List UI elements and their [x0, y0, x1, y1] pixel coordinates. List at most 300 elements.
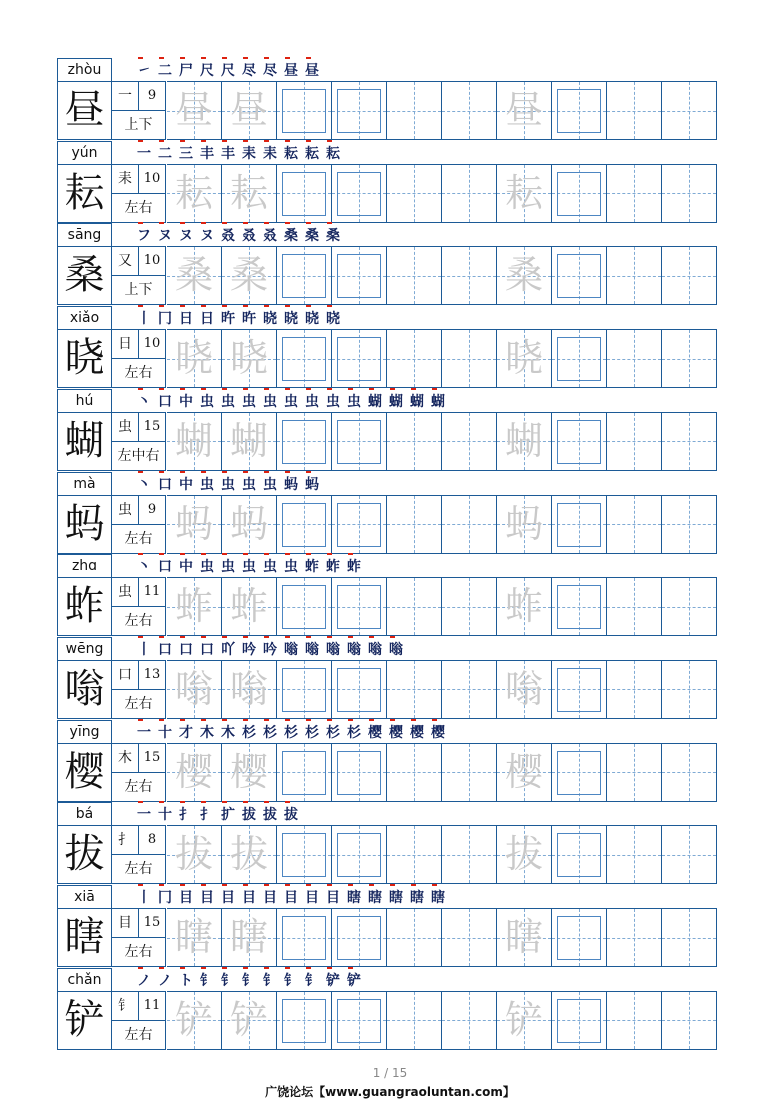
- practice-cell[interactable]: [332, 577, 387, 636]
- inner-box: [557, 585, 601, 629]
- inner-box: [282, 172, 326, 216]
- inner-box: [337, 916, 381, 960]
- practice-cell[interactable]: [387, 412, 442, 471]
- practice-cell[interactable]: [332, 908, 387, 967]
- practice-cell[interactable]: [497, 329, 552, 388]
- practice-cell[interactable]: [552, 495, 607, 554]
- practice-cell[interactable]: [222, 908, 277, 967]
- radical: 目: [112, 909, 139, 938]
- structure: 左右: [124, 530, 153, 547]
- practice-cell[interactable]: [332, 329, 387, 388]
- stroke-step: 吟: [242, 639, 258, 659]
- stroke-step: 嗡: [326, 639, 342, 659]
- radical: 钅: [112, 992, 139, 1021]
- stroke-step: 铲: [326, 970, 342, 990]
- inner-box: [557, 420, 601, 464]
- char-info: [112, 412, 166, 471]
- stroke-step: 目: [263, 887, 279, 907]
- trace-character: 晓: [504, 336, 543, 381]
- practice-cell[interactable]: [222, 412, 277, 471]
- stroke-step: 桑: [305, 225, 321, 245]
- practice-cell[interactable]: [167, 164, 222, 223]
- practice-cell[interactable]: [332, 412, 387, 471]
- practice-cell[interactable]: [222, 991, 277, 1050]
- trace-character: 蚱: [174, 584, 213, 629]
- char-info: [112, 991, 166, 1050]
- practice-cell[interactable]: [387, 329, 442, 388]
- inner-box: [557, 668, 601, 712]
- structure: 上下: [124, 282, 153, 299]
- stroke-step: 虫: [305, 391, 321, 411]
- inner-box: [557, 337, 601, 381]
- practice-cell[interactable]: [222, 329, 277, 388]
- practice-cell[interactable]: [552, 991, 607, 1050]
- practice-cell[interactable]: [167, 329, 222, 388]
- practice-cell[interactable]: [387, 991, 442, 1050]
- stroke-step: 昼: [284, 60, 300, 80]
- practice-cell[interactable]: [497, 495, 552, 554]
- practice-cell[interactable]: [607, 246, 662, 305]
- stroke-step: 耘: [326, 143, 342, 163]
- char-info: [112, 825, 166, 884]
- practice-cell[interactable]: [332, 246, 387, 305]
- practice-grid: [57, 991, 717, 1050]
- practice-cell[interactable]: [277, 412, 332, 471]
- trace-character: 铲: [174, 997, 213, 1042]
- practice-cell[interactable]: [607, 164, 662, 223]
- practice-cell[interactable]: [277, 577, 332, 636]
- char-info: [112, 81, 166, 140]
- practice-cell[interactable]: [332, 81, 387, 140]
- stroke-step: 铲: [347, 970, 363, 990]
- radical: 虫: [112, 496, 139, 525]
- inner-box: [337, 172, 381, 216]
- practice-grid: [57, 329, 717, 388]
- stroke-step: ヌ: [158, 225, 174, 245]
- pinyin-label: sāng: [57, 223, 112, 246]
- stroke-step: 目: [326, 887, 342, 907]
- stroke-step: 扌: [179, 804, 195, 824]
- practice-cell[interactable]: [662, 991, 717, 1050]
- stroke-step: 扌: [200, 804, 216, 824]
- stroke-step: 中: [179, 474, 195, 494]
- stroke-step: 丶: [137, 556, 153, 576]
- practice-cell[interactable]: [387, 81, 442, 140]
- practice-cell[interactable]: [607, 577, 662, 636]
- pinyin-label: bá: [57, 802, 112, 825]
- stroke-step: 尸: [179, 60, 195, 80]
- char-row: [57, 637, 717, 719]
- stroke-step: ㇀: [137, 60, 153, 80]
- stroke-step: 目: [200, 887, 216, 907]
- practice-cell[interactable]: [167, 660, 222, 719]
- stroke-step: 十: [158, 804, 174, 824]
- practice-cell[interactable]: [442, 908, 497, 967]
- pinyin-label: hú: [57, 389, 112, 412]
- practice-cell[interactable]: [442, 495, 497, 554]
- practice-cell[interactable]: [442, 81, 497, 140]
- stroke-step: 瞎: [410, 887, 426, 907]
- practice-cell[interactable]: [497, 660, 552, 719]
- stroke-step: 虫: [242, 556, 258, 576]
- trace-character: 瞎: [174, 915, 213, 959]
- stroke-step: 目: [221, 887, 237, 907]
- pinyin-label: zhɑ: [57, 554, 112, 577]
- practice-grid: [57, 81, 717, 140]
- stroke-step: 虫: [263, 556, 279, 576]
- stroke-step: ノ: [137, 970, 153, 990]
- pinyin-label: xiā: [57, 885, 112, 908]
- stroke-step: 日: [179, 308, 195, 328]
- practice-cell[interactable]: [497, 164, 552, 223]
- practice-cell[interactable]: [552, 164, 607, 223]
- stroke-count: 15: [139, 744, 165, 773]
- stroke-step: 樱: [368, 722, 384, 742]
- model-character: 铲: [57, 991, 112, 1050]
- practice-cell[interactable]: [277, 660, 332, 719]
- inner-box: [337, 999, 381, 1043]
- practice-cell[interactable]: [167, 825, 222, 884]
- practice-cell[interactable]: [222, 164, 277, 223]
- stroke-step: 吟: [263, 639, 279, 659]
- practice-cell[interactable]: [442, 577, 497, 636]
- practice-cell[interactable]: [167, 991, 222, 1050]
- pinyin-label: zhòu: [57, 58, 112, 81]
- practice-cell[interactable]: [662, 81, 717, 140]
- stroke-step: 虫: [242, 474, 258, 494]
- practice-cell[interactable]: [662, 825, 717, 884]
- practice-cell[interactable]: [662, 164, 717, 223]
- practice-grid: [57, 577, 717, 636]
- stroke-step: 一: [137, 143, 153, 163]
- practice-cell[interactable]: [332, 660, 387, 719]
- stroke-step: 蚂: [284, 474, 300, 494]
- stroke-step: 虫: [200, 556, 216, 576]
- stroke-step: 钅: [242, 970, 258, 990]
- inner-box: [282, 585, 326, 629]
- practice-cell[interactable]: [277, 164, 332, 223]
- stroke-step: 桑: [326, 225, 342, 245]
- stroke-step: 丨: [137, 887, 153, 907]
- stroke-step: 丰: [221, 143, 237, 163]
- trace-character: 瞎: [504, 915, 543, 959]
- practice-grid: [57, 908, 717, 967]
- stroke-step: 蝴: [389, 391, 405, 411]
- char-info: [112, 660, 166, 719]
- stroke-step: 目: [242, 887, 258, 907]
- practice-cell[interactable]: [167, 246, 222, 305]
- practice-cell[interactable]: [387, 743, 442, 802]
- practice-cell[interactable]: [277, 908, 332, 967]
- trace-character: 耘: [229, 170, 268, 215]
- inner-box: [282, 89, 326, 133]
- trace-character: 樱: [229, 749, 268, 794]
- stroke-step: 尽: [242, 60, 258, 80]
- stroke-step: 蚱: [326, 556, 342, 576]
- practice-cell[interactable]: [277, 329, 332, 388]
- inner-box: [282, 751, 326, 795]
- practice-cell[interactable]: [442, 743, 497, 802]
- practice-cell[interactable]: [277, 81, 332, 140]
- practice-cell[interactable]: [222, 246, 277, 305]
- stroke-step: 蝴: [410, 391, 426, 411]
- practice-cell[interactable]: [167, 577, 222, 636]
- inner-box: [337, 585, 381, 629]
- practice-cell[interactable]: [552, 81, 607, 140]
- practice-cell[interactable]: [552, 743, 607, 802]
- stroke-step: 嗡: [368, 639, 384, 659]
- model-character: 蚂: [57, 495, 112, 554]
- inner-box: [557, 172, 601, 216]
- practice-cell[interactable]: [607, 825, 662, 884]
- stroke-step: 中: [179, 556, 195, 576]
- stroke-step: 目: [305, 887, 321, 907]
- radical: 日: [112, 330, 139, 359]
- stroke-step: 虫: [221, 474, 237, 494]
- practice-cell[interactable]: [442, 329, 497, 388]
- practice-cell[interactable]: [277, 246, 332, 305]
- practice-cell[interactable]: [662, 660, 717, 719]
- practice-cell[interactable]: [442, 164, 497, 223]
- practice-cell[interactable]: [332, 164, 387, 223]
- stroke-order: [137, 143, 347, 163]
- practice-cell[interactable]: [497, 991, 552, 1050]
- practice-cell[interactable]: [387, 660, 442, 719]
- practice-cell[interactable]: [222, 81, 277, 140]
- stroke-step: 口: [158, 391, 174, 411]
- stroke-count: 9: [139, 496, 165, 525]
- practice-cell[interactable]: [662, 329, 717, 388]
- trace-character: 桑: [229, 253, 268, 298]
- stroke-step: 二: [158, 60, 174, 80]
- practice-cell[interactable]: [497, 743, 552, 802]
- stroke-step: 尽: [263, 60, 279, 80]
- model-character: 桑: [57, 246, 112, 305]
- stroke-step: ヌ: [179, 225, 195, 245]
- stroke-step: 二: [158, 143, 174, 163]
- trace-character: 拔: [504, 832, 543, 877]
- practice-cell[interactable]: [277, 495, 332, 554]
- stroke-step: 虫: [200, 474, 216, 494]
- stroke-count: 13: [139, 661, 165, 690]
- practice-cell[interactable]: [222, 495, 277, 554]
- inner-box: [337, 833, 381, 877]
- practice-cell[interactable]: [277, 743, 332, 802]
- inner-box: [282, 337, 326, 381]
- practice-cell[interactable]: [607, 495, 662, 554]
- trace-character: 昼: [174, 88, 213, 132]
- practice-cell[interactable]: [222, 743, 277, 802]
- stroke-order: [137, 639, 410, 659]
- practice-cell[interactable]: [387, 577, 442, 636]
- practice-cell[interactable]: [277, 991, 332, 1050]
- stroke-step: 瞎: [347, 887, 363, 907]
- practice-cell[interactable]: [607, 660, 662, 719]
- practice-cell[interactable]: [332, 495, 387, 554]
- stroke-order: [137, 60, 326, 80]
- practice-cell[interactable]: [332, 991, 387, 1050]
- practice-grid: [57, 660, 717, 719]
- practice-cell[interactable]: [167, 412, 222, 471]
- practice-cell[interactable]: [497, 246, 552, 305]
- stroke-order: [137, 970, 368, 990]
- practice-cell[interactable]: [442, 825, 497, 884]
- stroke-step: 虫: [221, 556, 237, 576]
- practice-cell[interactable]: [607, 908, 662, 967]
- practice-cell[interactable]: [497, 412, 552, 471]
- stroke-step: ヌ: [200, 225, 216, 245]
- practice-cell[interactable]: [442, 991, 497, 1050]
- structure: 左右: [124, 613, 153, 630]
- practice-cell[interactable]: [662, 908, 717, 967]
- stroke-step: 虫: [221, 391, 237, 411]
- practice-cell[interactable]: [387, 246, 442, 305]
- char-row: [57, 885, 717, 967]
- stroke-count: 15: [139, 909, 165, 938]
- stroke-step: 旿: [242, 308, 258, 328]
- model-character: 拔: [57, 825, 112, 884]
- stroke-step: 冂: [158, 887, 174, 907]
- stroke-step: 蚱: [305, 556, 321, 576]
- practice-cell[interactable]: [552, 412, 607, 471]
- structure: 左右: [124, 695, 153, 712]
- inner-box: [337, 420, 381, 464]
- practice-grid: [57, 495, 717, 554]
- stroke-step: 虫: [326, 391, 342, 411]
- trace-character: 嗡: [174, 666, 213, 711]
- practice-cell[interactable]: [662, 412, 717, 471]
- practice-cell[interactable]: [497, 908, 552, 967]
- pinyin-label: yún: [57, 141, 112, 164]
- inner-box: [337, 337, 381, 381]
- stroke-step: 丨: [137, 639, 153, 659]
- char-info: [112, 329, 166, 388]
- practice-cell[interactable]: [387, 908, 442, 967]
- practice-cell[interactable]: [222, 825, 277, 884]
- practice-cell[interactable]: [552, 825, 607, 884]
- practice-cell[interactable]: [552, 908, 607, 967]
- trace-character: 蚂: [504, 501, 543, 546]
- stroke-step: 瞎: [389, 887, 405, 907]
- stroke-step: 丨: [137, 308, 153, 328]
- practice-cell[interactable]: [662, 743, 717, 802]
- stroke-step: 中: [179, 391, 195, 411]
- stroke-step: 口: [158, 639, 174, 659]
- structure: 左右: [124, 199, 153, 216]
- practice-cell[interactable]: [442, 246, 497, 305]
- practice-cell[interactable]: [552, 329, 607, 388]
- stroke-step: 拔: [242, 804, 258, 824]
- inner-box: [337, 751, 381, 795]
- practice-cell[interactable]: [497, 577, 552, 636]
- stroke-step: 虫: [284, 391, 300, 411]
- radical: 虫: [112, 413, 139, 442]
- stroke-step: 晓: [305, 308, 321, 328]
- trace-character: 桑: [504, 253, 543, 298]
- practice-cell[interactable]: [387, 825, 442, 884]
- char-row: [57, 472, 717, 554]
- inner-box: [282, 916, 326, 960]
- trace-character: 晓: [229, 336, 268, 381]
- stroke-step: 瞎: [431, 887, 447, 907]
- stroke-step: 一: [137, 722, 153, 742]
- stroke-order: [137, 556, 368, 576]
- inner-box: [337, 254, 381, 298]
- stroke-step: 口: [158, 556, 174, 576]
- stroke-step: 旿: [221, 308, 237, 328]
- practice-cell[interactable]: [222, 660, 277, 719]
- practice-grid: [57, 246, 717, 305]
- practice-cell[interactable]: [607, 329, 662, 388]
- practice-cell[interactable]: [607, 81, 662, 140]
- stroke-step: 钅: [221, 970, 237, 990]
- practice-cell[interactable]: [552, 246, 607, 305]
- stroke-step: 钅: [284, 970, 300, 990]
- practice-grid: [57, 412, 717, 471]
- stroke-step: 嗡: [305, 639, 321, 659]
- trace-character: 昼: [504, 88, 543, 132]
- trace-character: 耘: [174, 170, 213, 215]
- inner-box: [282, 668, 326, 712]
- practice-cell[interactable]: [277, 825, 332, 884]
- char-row: [57, 58, 717, 140]
- structure: 左右: [124, 1026, 153, 1043]
- stroke-step: 木: [200, 722, 216, 742]
- inner-box: [282, 833, 326, 877]
- practice-cell[interactable]: [387, 164, 442, 223]
- inner-box: [282, 999, 326, 1043]
- trace-character: 樱: [504, 749, 543, 794]
- practice-cell[interactable]: [222, 577, 277, 636]
- model-character: 蝴: [57, 412, 112, 471]
- practice-cell[interactable]: [662, 495, 717, 554]
- practice-cell[interactable]: [607, 743, 662, 802]
- stroke-count: 11: [139, 578, 165, 607]
- practice-cell[interactable]: [167, 908, 222, 967]
- practice-cell[interactable]: [662, 577, 717, 636]
- practice-cell[interactable]: [442, 660, 497, 719]
- char-info: [112, 743, 166, 802]
- char-row: [57, 223, 717, 305]
- trace-character: 瞎: [229, 915, 268, 959]
- stroke-step: 拔: [284, 804, 300, 824]
- practice-cell[interactable]: [387, 495, 442, 554]
- practice-cell[interactable]: [332, 825, 387, 884]
- inner-box: [557, 916, 601, 960]
- practice-cell[interactable]: [662, 246, 717, 305]
- stroke-step: 尺: [221, 60, 237, 80]
- trace-character: 昼: [229, 88, 268, 132]
- stroke-step: 杉: [263, 722, 279, 742]
- practice-cell[interactable]: [552, 577, 607, 636]
- practice-cell[interactable]: [167, 81, 222, 140]
- trace-character: 嗡: [504, 666, 543, 711]
- trace-character: 拔: [229, 832, 268, 877]
- practice-cell[interactable]: [497, 825, 552, 884]
- practice-cell[interactable]: [497, 81, 552, 140]
- practice-cell[interactable]: [607, 991, 662, 1050]
- practice-cell[interactable]: [442, 412, 497, 471]
- stroke-step: 才: [179, 722, 195, 742]
- practice-cell[interactable]: [167, 495, 222, 554]
- practice-cell[interactable]: [552, 660, 607, 719]
- stroke-order: [137, 804, 305, 824]
- practice-cell[interactable]: [167, 743, 222, 802]
- practice-cell[interactable]: [607, 412, 662, 471]
- stroke-step: 丶: [137, 474, 153, 494]
- stroke-step: 虫: [242, 391, 258, 411]
- practice-cell[interactable]: [332, 743, 387, 802]
